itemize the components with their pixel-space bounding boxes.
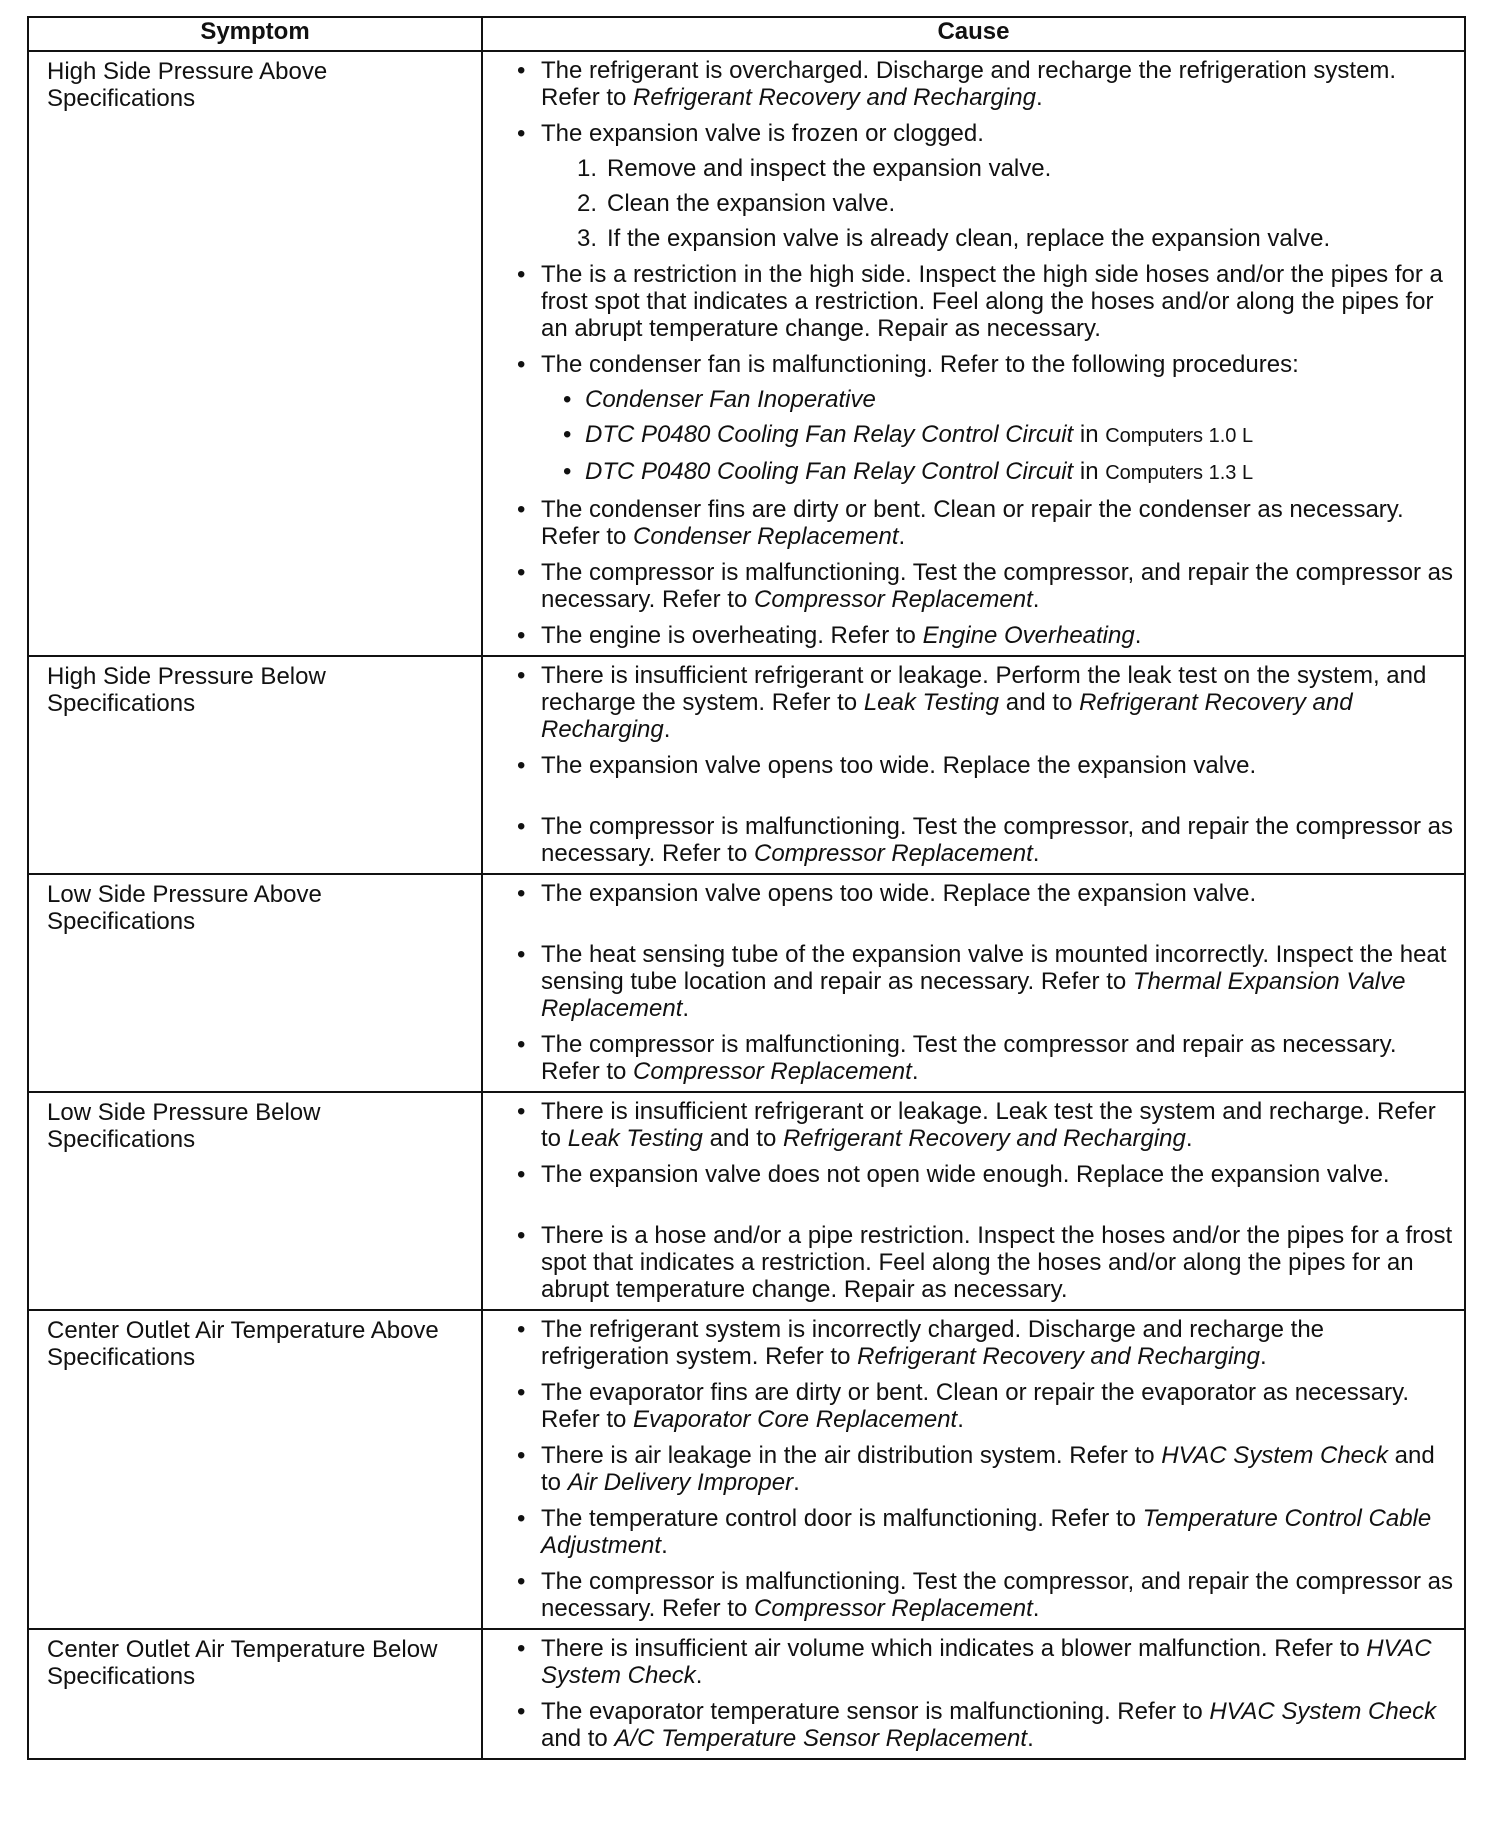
reference-link: Refrigerant Recovery and Recharging bbox=[857, 1343, 1261, 1370]
cause-item bbox=[513, 559, 1456, 613]
reference-link: Compressor Replacement bbox=[753, 586, 1033, 613]
reference-link: Leak Testing bbox=[567, 1125, 703, 1152]
table-row bbox=[28, 51, 1465, 656]
table-row bbox=[28, 1092, 1465, 1310]
cause-item bbox=[513, 1222, 1456, 1303]
cause-text: The heat sensing tube of the expansion valve is mounted incorrectly. Inspect the heat sensing tube location and repair as necessary. Refer to bbox=[541, 941, 1447, 995]
cause-text: There is insufficient air volume which indicates a blower malfunction. Refer to bbox=[541, 1635, 1367, 1662]
reference-link: A/C Temperature Sensor Replacement bbox=[614, 1725, 1028, 1752]
cause-item bbox=[513, 1635, 1456, 1689]
cause-item bbox=[513, 1505, 1456, 1559]
cause-item bbox=[513, 662, 1456, 743]
header-row bbox=[28, 17, 1465, 51]
cause-item bbox=[513, 57, 1456, 111]
table-body bbox=[28, 51, 1465, 1759]
cause-list bbox=[513, 1098, 1456, 1303]
table-row bbox=[28, 656, 1465, 874]
table-row bbox=[28, 1310, 1465, 1629]
reference-link: Refrigerant Recovery and Recharging bbox=[633, 84, 1036, 111]
symptom-cell: Center Outlet Air Temperature Below Specifications bbox=[28, 1629, 482, 1759]
cause-text: The engine is overheating. Refer to bbox=[541, 622, 923, 649]
symptom-cell: Low Side Pressure Below Specifications bbox=[28, 1092, 482, 1310]
cause-punct: . bbox=[957, 1406, 964, 1433]
cause-item bbox=[513, 1698, 1456, 1752]
cause-text: The condenser fins are dirty or bent. Clean or repair the condenser as necessary. Refer to bbox=[541, 496, 1404, 550]
cause-punct: . bbox=[898, 523, 906, 550]
computers-note: Computers 1.0 L bbox=[1105, 425, 1254, 447]
cause-punct: . bbox=[695, 1662, 703, 1689]
cause-text: The evaporator temperature sensor is malfunctioning. Refer to bbox=[541, 1698, 1210, 1725]
step-item bbox=[577, 190, 1456, 217]
cause-list bbox=[513, 57, 1456, 649]
symptom-cell: High Side Pressure Below Specifications bbox=[28, 656, 482, 874]
step-item bbox=[577, 225, 1456, 252]
cause-connector: and to bbox=[999, 689, 1080, 716]
cause-text: The evaporator fins are dirty or bent. Clean or repair the evaporator as necessary. Refer to bbox=[541, 1379, 1409, 1433]
symptom-cell: High Side Pressure Above Specifications bbox=[28, 51, 482, 656]
cause-punct: . bbox=[1035, 84, 1043, 111]
cause-punct: . bbox=[1185, 1125, 1193, 1152]
cause-text: The expansion valve does not open wide enough. Replace the expansion valve. bbox=[541, 1161, 1390, 1188]
cause-text: The refrigerant is overcharged. Discharge and recharge the refrigeration system. Refer to bbox=[541, 57, 1397, 111]
sub-connector: in bbox=[1073, 458, 1106, 485]
reference-link: Temperature Control Cable Adjustment bbox=[541, 1505, 1432, 1559]
cause-list bbox=[513, 662, 1456, 867]
sub-connector: in bbox=[1073, 421, 1106, 448]
cause-item bbox=[513, 120, 1456, 252]
cause-connector: and to bbox=[541, 1725, 615, 1752]
cause-text: The temperature control door is malfunctioning. Refer to bbox=[541, 1505, 1143, 1532]
symptom-header: Symptom bbox=[28, 17, 482, 51]
reference-link: HVAC System Check bbox=[1209, 1698, 1437, 1725]
reference-link: HVAC System Check bbox=[1161, 1442, 1389, 1469]
cause-punct: . bbox=[793, 1469, 800, 1496]
cause-cell bbox=[482, 1092, 1465, 1310]
reference-link: Thermal Expansion Valve Replacement bbox=[541, 968, 1406, 1022]
cause-text: The is a restriction in the high side. Inspect the high side hoses and/or the pipes for a frost spot that indicates a restriction. Feel along the hoses and/or along the pipes for an abrupt temperature change. Repair as necessary. bbox=[541, 261, 1443, 342]
cause-text: There is air leakage in the air distribution system. Refer to bbox=[541, 1442, 1162, 1469]
cause-text: The expansion valve is frozen or clogged. bbox=[541, 120, 984, 147]
cause-punct: . bbox=[1260, 1343, 1267, 1370]
cause-text: There is insufficient refrigerant or leakage. Leak test the system and recharge. Refer to bbox=[541, 1098, 1436, 1152]
cause-cell bbox=[482, 1310, 1465, 1629]
reference-link: Engine Overheating bbox=[922, 622, 1135, 649]
cause-cell bbox=[482, 51, 1465, 656]
step-number: 2. bbox=[577, 190, 598, 217]
step-text: If the expansion valve is already clean, replace the expansion valve. bbox=[607, 225, 1331, 252]
cause-punct: . bbox=[682, 995, 690, 1022]
cause-text: The expansion valve opens too wide. Replace the expansion valve. bbox=[541, 880, 1257, 907]
cause-item bbox=[513, 1316, 1456, 1370]
cause-text: The refrigerant system is incorrectly charged. Discharge and recharge the refrigeration system. Refer to bbox=[541, 1316, 1325, 1370]
cause-punct: . bbox=[1032, 586, 1040, 613]
cause-text: There is insufficient refrigerant or leakage. Perform the leak test on the system, and recharge the system. Refer to bbox=[541, 662, 1427, 716]
symptom-cell: Center Outlet Air Temperature Above Specifications bbox=[28, 1310, 482, 1629]
sub-procedure-item bbox=[561, 386, 1456, 413]
cause-connector: and to bbox=[702, 1125, 783, 1152]
cause-text: The expansion valve opens too wide. Replace the expansion valve. bbox=[541, 752, 1257, 779]
cause-item bbox=[513, 496, 1456, 550]
reference-link: DTC P0480 Cooling Fan Relay Control Circuit bbox=[585, 458, 1074, 485]
cause-text: The compressor is malfunctioning. Test the compressor and repair as necessary. Refer to bbox=[541, 1031, 1397, 1085]
cause-cell bbox=[482, 656, 1465, 874]
cause-text: The compressor is malfunctioning. Test the compressor, and repair the compressor as necessary. Refer to bbox=[541, 559, 1453, 613]
sub-procedure-item bbox=[561, 421, 1456, 450]
cause-punct: . bbox=[911, 1058, 919, 1085]
cause-punct: . bbox=[1032, 1595, 1040, 1622]
step-number: 1. bbox=[577, 155, 598, 182]
cause-header: Cause bbox=[482, 17, 1465, 51]
reference-link: HVAC System Check bbox=[541, 1635, 1432, 1689]
cause-punct: . bbox=[1032, 840, 1040, 867]
step-number: 3. bbox=[577, 225, 598, 252]
cause-text: The condenser fan is malfunctioning. Refer to the following procedures: bbox=[541, 351, 1299, 378]
cause-item bbox=[513, 1379, 1456, 1433]
cause-cell bbox=[482, 874, 1465, 1092]
reference-link: Leak Testing bbox=[863, 689, 1000, 716]
cause-item bbox=[513, 752, 1456, 779]
cause-text: The compressor is malfunctioning. Test the compressor, and repair the compressor as necessary. Refer to bbox=[541, 1568, 1453, 1622]
cause-punct: . bbox=[661, 1532, 668, 1559]
cause-punct: . bbox=[1134, 622, 1142, 649]
reference-link: Condenser Replacement bbox=[633, 523, 899, 550]
reference-link: Compressor Replacement bbox=[753, 1595, 1033, 1622]
cause-punct: . bbox=[663, 716, 671, 743]
diagnostic-table bbox=[27, 16, 1466, 1760]
reference-link: DTC P0480 Cooling Fan Relay Control Circuit bbox=[585, 421, 1074, 448]
table-row bbox=[28, 1629, 1465, 1759]
cause-list bbox=[513, 1635, 1456, 1752]
reference-link: Condenser Fan Inoperative bbox=[585, 386, 876, 413]
cause-item bbox=[513, 813, 1456, 867]
cause-text: The compressor is malfunctioning. Test the compressor, and repair the compressor as necessary. Refer to bbox=[541, 813, 1453, 867]
computers-note: Computers 1.3 L bbox=[1105, 462, 1254, 484]
step-item bbox=[577, 155, 1456, 182]
cause-item bbox=[513, 1568, 1456, 1622]
sub-procedure-item bbox=[561, 458, 1456, 487]
step-text: Remove and inspect the expansion valve. bbox=[607, 155, 1052, 182]
cause-connector: and to bbox=[541, 1442, 1435, 1496]
symptom-cell: Low Side Pressure Above Specifications bbox=[28, 874, 482, 1092]
cause-item bbox=[513, 1098, 1456, 1152]
sub-procedure-list bbox=[541, 386, 1456, 487]
reference-link: Refrigerant Recovery and Recharging bbox=[541, 689, 1353, 743]
cause-list bbox=[513, 1316, 1456, 1622]
cause-text: There is a hose and/or a pipe restriction. Inspect the hoses and/or the pipes for a frost spot that indicates a restriction. Feel along the hoses and/or along the pipes for an abrupt temperature change. Repair as necessary. bbox=[541, 1222, 1453, 1303]
cause-cell bbox=[482, 1629, 1465, 1759]
cause-item bbox=[513, 261, 1456, 342]
reference-link: Air Delivery Improper bbox=[567, 1469, 794, 1496]
cause-item bbox=[513, 880, 1456, 907]
step-list bbox=[541, 155, 1456, 252]
cause-item bbox=[513, 1031, 1456, 1085]
cause-item bbox=[513, 351, 1456, 487]
cause-item bbox=[513, 1161, 1456, 1188]
cause-item bbox=[513, 622, 1456, 649]
reference-link: Evaporator Core Replacement bbox=[633, 1406, 958, 1433]
reference-link: Compressor Replacement bbox=[753, 840, 1033, 867]
cause-item bbox=[513, 941, 1456, 1022]
reference-link: Compressor Replacement bbox=[633, 1058, 912, 1085]
cause-punct: . bbox=[1027, 1725, 1034, 1752]
table-row bbox=[28, 874, 1465, 1092]
cause-list bbox=[513, 880, 1456, 1085]
cause-item bbox=[513, 1442, 1456, 1496]
step-text: Clean the expansion valve. bbox=[607, 190, 896, 217]
reference-link: Refrigerant Recovery and Recharging bbox=[782, 1125, 1186, 1152]
